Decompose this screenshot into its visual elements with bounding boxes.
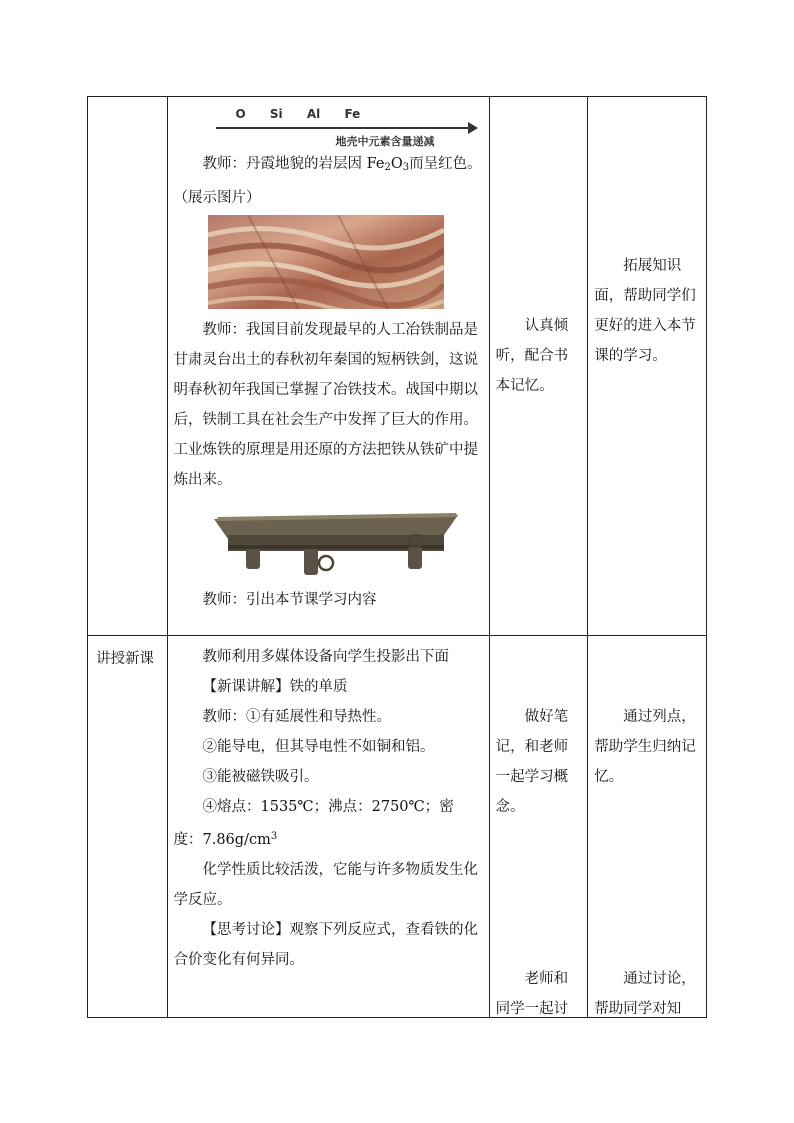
teacher-activity-cell-2 bbox=[167, 636, 489, 1018]
stage-cell-empty bbox=[88, 97, 168, 636]
stage-label: 讲授新课 bbox=[96, 651, 154, 667]
design-intent-cell-2 bbox=[588, 636, 707, 1018]
line-chemical-property: 化学性质比较活泼，它能与许多物质发生化学反应。 bbox=[173, 862, 478, 908]
element-fe: Fe bbox=[344, 107, 361, 121]
student-activity-cell-2 bbox=[489, 636, 588, 1018]
student-activity-text-1: 做好笔记，和老师一起学习概念。 bbox=[495, 709, 569, 815]
student-activity-text-2: 老师和同学一起讨 bbox=[495, 971, 569, 1017]
intro-line: 教师：引出本节课学习内容 bbox=[202, 592, 377, 608]
lesson-plan-table bbox=[87, 96, 707, 1018]
line-property-1: 教师：①有延展性和导热性。 bbox=[202, 709, 391, 725]
line-property-2: ②能导电，但其导电性不如铜和铝。 bbox=[202, 739, 435, 755]
line-discussion: 【思考讨论】观察下列反应式，查看铁的化合价变化有何异同。 bbox=[173, 922, 478, 968]
line-property-3: ③能被磁铁吸引。 bbox=[202, 769, 319, 785]
element-o: O bbox=[235, 107, 246, 121]
design-intent-text-2: 通过讨论，帮助同学对知 bbox=[594, 971, 696, 1017]
element-abundance-graphic bbox=[208, 97, 478, 149]
student-activity-text: 认真倾听，配合书本记忆。 bbox=[495, 318, 569, 394]
design-intent-cell bbox=[588, 97, 707, 636]
iron-history-paragraph: 教师：我国目前发现最早的人工冶铁制品是甘肃灵台出土的春秋初年秦国的短柄铁剑，这说明春秋初年我国已掌握了冶铁技术。战国中期以后，铁制工具在社会生产中发挥了巨大的作用。工业炼铁的原理是用还原的方法把铁从铁矿中提炼出来。 bbox=[173, 322, 478, 488]
student-activity-cell bbox=[489, 97, 588, 636]
arrow-right-icon bbox=[468, 122, 478, 134]
abundance-arrow-line bbox=[216, 127, 472, 129]
table-row-new-lesson bbox=[88, 636, 707, 1018]
teacher-activity-cell bbox=[167, 97, 489, 636]
bronze-vessel-image bbox=[208, 501, 464, 581]
line-multimedia: 教师利用多媒体设备向学生投影出下面 bbox=[202, 649, 449, 665]
design-intent-text: 拓展知识面，帮助同学们更好的进入本节课的学习。 bbox=[594, 258, 696, 364]
element-si: Si bbox=[269, 107, 283, 121]
abundance-caption: 地壳中元素含量递减 bbox=[335, 135, 435, 148]
table-row-intro bbox=[88, 97, 707, 636]
danxia-paragraph: 教师：丹霞地貌的岩层因 $Fe_2O_3$而呈红色。（展示图片） bbox=[173, 156, 482, 206]
stage-cell bbox=[88, 636, 168, 1018]
line-property-4: ④熔点：1535℃；沸点：2750℃；密度：$7.86g/cm^3$ bbox=[173, 799, 454, 848]
element-al: Al bbox=[306, 107, 321, 121]
design-intent-text-1: 通过列点，帮助学生归纳记忆。 bbox=[594, 709, 696, 785]
element-labels bbox=[236, 107, 381, 121]
danxia-landform-image bbox=[208, 215, 444, 309]
line-new-lesson: 【新课讲解】铁的单质 bbox=[202, 679, 348, 695]
